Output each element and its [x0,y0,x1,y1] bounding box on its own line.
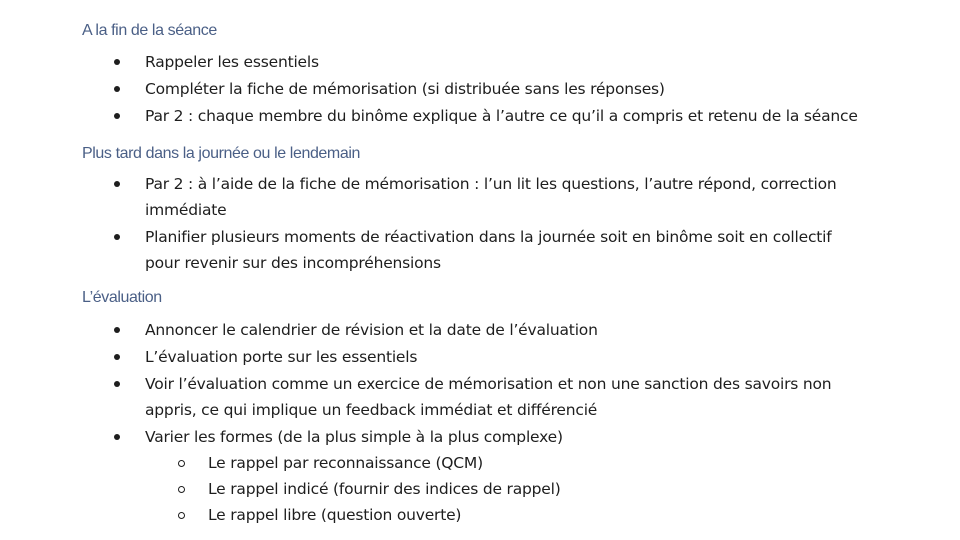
list-item: Compléter la fiche de mémorisation (si distribuée sans les réponses) [145,80,665,98]
bullet-icon [114,234,120,240]
bullet-icon [114,113,120,119]
list-item: Par 2 : chaque membre du binôme explique à l’autre ce qu’il a compris et retenu de la séance [145,107,858,125]
bullet-icon [114,86,120,92]
section-heading-later: Plus tard dans la journée ou le lendemain [82,145,361,162]
sub-list-item: Le rappel indicé (fournir des indices de rappel) [208,480,561,498]
list-item-continuation: pour revenir sur des incompréhensions [145,254,441,272]
section-heading-evaluation: L’évaluation [82,289,162,306]
sub-bullet-icon [178,460,185,467]
list-item-continuation: appris, ce qui implique un feedback immédiat et différencié [145,401,598,419]
bullet-icon [114,327,120,333]
list-item: Varier les formes (de la plus simple à la plus complexe) [145,428,563,446]
sub-list-item: Le rappel par reconnaissance (QCM) [208,454,483,472]
list-item: Par 2 : à l’aide de la fiche de mémorisation : l’un lit les questions, l’autre répond, correction [145,175,837,193]
sub-bullet-icon [178,486,185,493]
bullet-icon [114,59,120,65]
list-item: Annoncer le calendrier de révision et la date de l’évaluation [145,321,598,339]
list-item: Voir l’évaluation comme un exercice de mémorisation et non une sanction des savoirs non [145,375,832,393]
list-item: Rappeler les essentiels [145,53,319,71]
sub-list-item: Le rappel libre (question ouverte) [208,506,462,524]
bullet-icon [114,181,120,187]
section-heading-end-of-session: A la fin de la séance [82,22,217,39]
sub-bullet-icon [178,512,185,519]
bullet-icon [114,434,120,440]
list-item-continuation: immédiate [145,201,227,219]
list-item: Planifier plusieurs moments de réactivation dans la journée soit en binôme soit en collectif [145,228,832,246]
list-item: L’évaluation porte sur les essentiels [145,348,418,366]
bullet-icon [114,354,120,360]
bullet-icon [114,381,120,387]
